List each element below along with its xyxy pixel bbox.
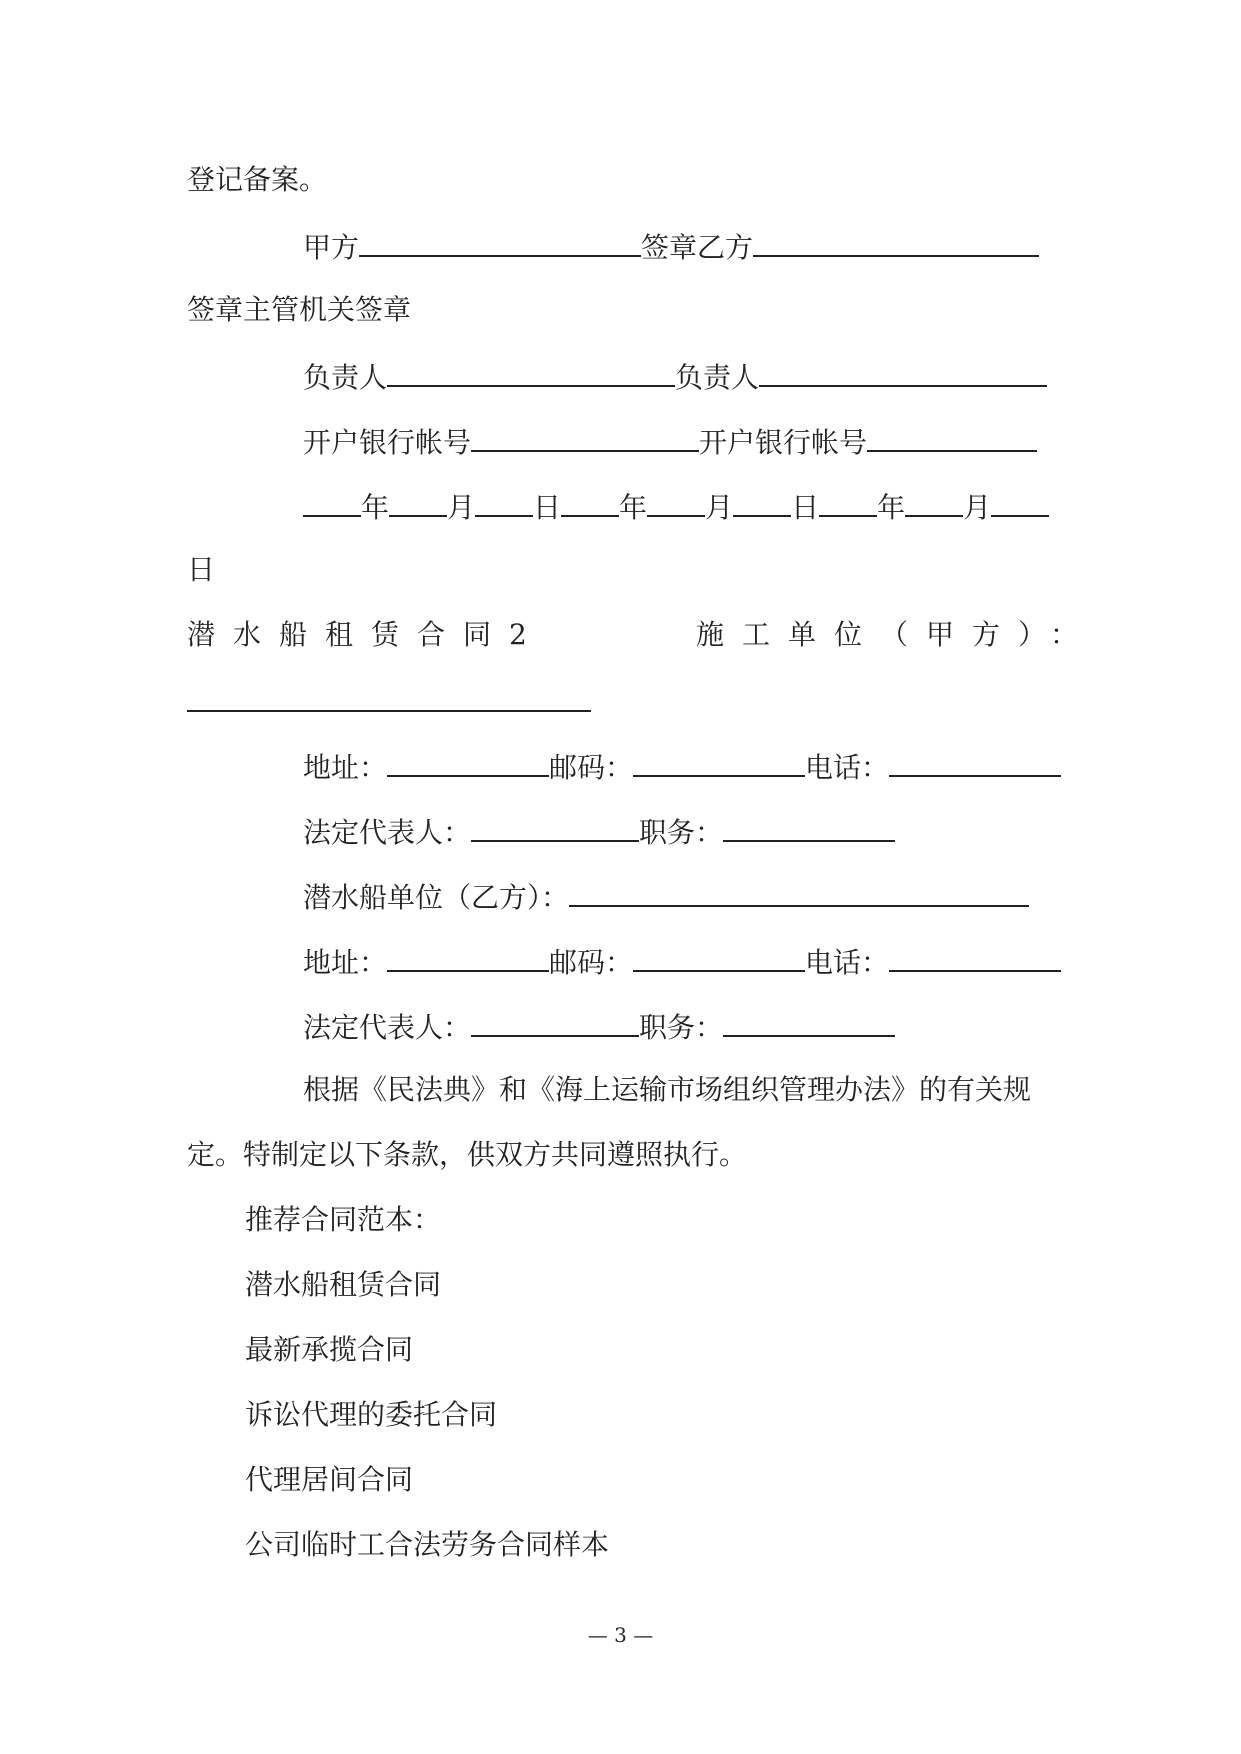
paragraph-line: 定。特制定以下条款，供双方共同遵照执行。: [187, 1138, 748, 1171]
blank-line: [633, 940, 805, 972]
recommended-link[interactable]: 诉讼代理的委托合同: [245, 1398, 498, 1431]
blank-line: [471, 810, 639, 842]
day-label: 日: [533, 491, 562, 524]
contract-title: 潜水船租赁合同2: [187, 618, 545, 651]
blank-line: [389, 485, 447, 517]
day-label: 日: [791, 491, 820, 524]
phone-label: 电话：: [805, 751, 890, 784]
blank-line: [471, 420, 699, 452]
recommended-link[interactable]: 公司临时工合法劳务合同样本: [245, 1528, 610, 1561]
blank-line: [387, 940, 549, 972]
blank-line: [867, 420, 1037, 452]
paragraph-line: 登记备案。: [187, 163, 328, 196]
month-label: 月: [705, 491, 734, 524]
month-label: 月: [963, 491, 992, 524]
blank-line: [471, 1005, 639, 1037]
paragraph-line: 日: [187, 553, 216, 586]
bank-account-label: 开户银行帐号: [303, 426, 472, 459]
paragraph-line: 根据《民法典》和《海上运输市场组织管理办法》的有关规: [303, 1073, 1032, 1106]
blank-line: [561, 485, 619, 517]
blank-line-row: [187, 680, 591, 723]
blank-line: [819, 485, 877, 517]
blank-line: [889, 745, 1061, 777]
bank-account-line: [303, 420, 1037, 463]
phone-label: 电话：: [805, 946, 890, 979]
recommended-link[interactable]: 最新承揽合同: [245, 1333, 414, 1366]
address-label: 地址：: [303, 751, 388, 784]
bank-account-label: 开户银行帐号: [699, 426, 868, 459]
party-a-label: 甲方: [303, 231, 360, 264]
blank-line: [303, 485, 361, 517]
blank-line: [889, 940, 1061, 972]
position-label: 职务：: [639, 816, 724, 849]
submarine-unit-label: 潜水船单位（乙方）：: [303, 881, 570, 914]
responsible-person-line: [303, 355, 1047, 398]
page-number: — 3 —: [587, 1623, 654, 1647]
recommended-link[interactable]: 潜水船租赁合同: [245, 1268, 442, 1301]
party-b-rep-line: [303, 1005, 895, 1048]
blank-line: [759, 355, 1047, 387]
blank-line: [991, 485, 1049, 517]
blank-line: [387, 745, 549, 777]
blank-line: [723, 810, 895, 842]
paragraph-line: 签章主管机关签章: [187, 293, 412, 326]
postcode-label: 邮码：: [549, 751, 634, 784]
blank-line: [569, 875, 1029, 907]
address-label: 地址：: [303, 946, 388, 979]
party-a-contact-line: [303, 745, 1061, 788]
blank-line: [905, 485, 963, 517]
blank-line: [633, 745, 805, 777]
date-line: [303, 485, 1049, 528]
blank-line: [359, 225, 641, 257]
year-label: 年: [619, 491, 648, 524]
recommended-title: 推荐合同范本：: [245, 1203, 442, 1236]
blank-line: [475, 485, 533, 517]
year-label: 年: [361, 491, 390, 524]
blank-line: [733, 485, 791, 517]
month-label: 月: [447, 491, 476, 524]
blank-line: [647, 485, 705, 517]
legal-rep-label: 法定代表人：: [303, 816, 472, 849]
legal-rep-label: 法定代表人：: [303, 1011, 472, 1044]
submarine-unit-line: [303, 875, 1029, 918]
party-a-rep-line: [303, 810, 895, 853]
blank-line: [723, 1005, 895, 1037]
construction-unit-label: 施工单位（甲方）：: [696, 618, 1097, 651]
position-label: 职务：: [639, 1011, 724, 1044]
party-b-label: 签章乙方: [641, 231, 754, 264]
responsible-label: 负责人: [303, 361, 388, 394]
responsible-label: 负责人: [675, 361, 760, 394]
postcode-label: 邮码：: [549, 946, 634, 979]
blank-line: [753, 225, 1039, 257]
signature-line-party-a-b: [303, 225, 1039, 268]
party-b-contact-line: [303, 940, 1061, 983]
recommended-link[interactable]: 代理居间合同: [245, 1463, 414, 1496]
blank-line: [187, 680, 591, 712]
blank-line: [387, 355, 675, 387]
year-label: 年: [877, 491, 906, 524]
